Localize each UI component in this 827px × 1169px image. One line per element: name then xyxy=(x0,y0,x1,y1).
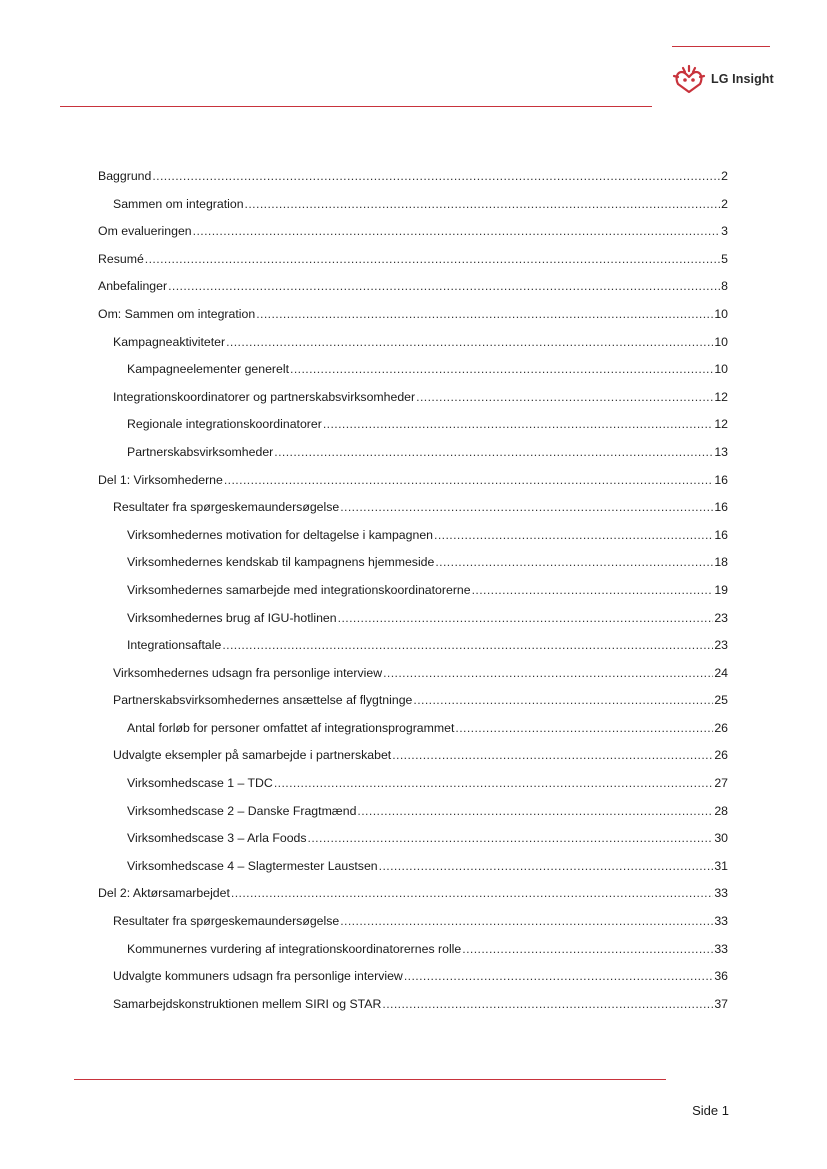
toc-entry-page: 13 xyxy=(714,444,728,459)
toc-dot-leader xyxy=(274,773,714,793)
footer-rule xyxy=(74,1079,666,1080)
toc-entry-page: 28 xyxy=(714,803,728,818)
toc-entry[interactable] xyxy=(98,387,728,415)
toc-entry[interactable] xyxy=(98,470,728,498)
toc-entry-page: 2 xyxy=(721,169,728,183)
toc-dot-leader xyxy=(357,801,713,821)
toc-entry[interactable] xyxy=(98,801,728,829)
toc-entry[interactable] xyxy=(98,166,728,194)
toc-entry-title: Udvalgte kommuners udsagn fra personlige interview xyxy=(113,969,403,984)
page-number: Side 1 xyxy=(692,1103,729,1118)
logo-mark-icon xyxy=(672,64,706,94)
toc-dot-leader xyxy=(226,332,713,352)
toc-entry[interactable] xyxy=(98,304,728,332)
toc-entry[interactable] xyxy=(98,911,728,939)
toc-entry[interactable] xyxy=(98,690,728,718)
table-of-contents xyxy=(98,166,728,1021)
toc-entry-title: Kampagneaktiviteter xyxy=(113,334,226,349)
toc-entry[interactable] xyxy=(98,828,728,856)
toc-entry-title: Partnerskabsvirksomhedernes ansættelse af flygtninge xyxy=(113,693,413,708)
toc-entry-title: Resultater fra spørgeskemaundersøgelse xyxy=(113,914,340,929)
toc-dot-leader xyxy=(231,883,713,903)
toc-dot-leader xyxy=(338,608,714,628)
toc-entry-title: Om: Sammen om integration xyxy=(98,306,256,321)
toc-entry-page: 16 xyxy=(714,527,728,542)
toc-entry-page: 3 xyxy=(721,224,728,239)
toc-entry[interactable] xyxy=(98,525,728,553)
toc-dot-leader xyxy=(413,690,713,710)
toc-dot-leader xyxy=(323,414,713,434)
toc-entry-page: 19 xyxy=(714,582,728,597)
toc-entry-page: 8 xyxy=(721,279,728,294)
toc-entry-page: 10 xyxy=(714,334,728,349)
toc-entry[interactable] xyxy=(98,966,728,994)
toc-entry-title: Kommunernes vurdering af integrationskoordinatorernes rolle xyxy=(127,941,462,956)
toc-entry[interactable] xyxy=(98,276,728,304)
toc-entry-title: Virksomhedscase 1 – TDC xyxy=(127,776,273,791)
toc-entry-title: Om evalueringen xyxy=(98,224,192,239)
toc-entry-page: 16 xyxy=(714,472,728,487)
toc-entry-page: 30 xyxy=(714,831,728,846)
toc-entry-title: Virksomhedernes brug af IGU-hotlinen xyxy=(127,610,337,625)
toc-entry[interactable] xyxy=(98,718,728,746)
toc-dot-leader xyxy=(455,718,713,738)
toc-entry-page: 33 xyxy=(714,941,728,956)
toc-dot-leader xyxy=(340,911,713,931)
toc-entry-title: Virksomhedernes motivation for deltagelse i kampagnen xyxy=(127,527,433,542)
toc-entry-page: 31 xyxy=(714,858,728,873)
toc-entry-title: Virksomhedscase 3 – Arla Foods xyxy=(127,831,307,846)
toc-entry-title: Anbefalinger xyxy=(98,279,168,294)
toc-dot-leader xyxy=(224,470,713,490)
toc-entry[interactable] xyxy=(98,939,728,967)
toc-entry[interactable] xyxy=(98,221,728,249)
toc-entry[interactable] xyxy=(98,442,728,470)
toc-entry-page: 16 xyxy=(714,500,728,515)
toc-entry-page: 12 xyxy=(714,389,728,404)
toc-entry[interactable] xyxy=(98,883,728,911)
toc-dot-leader xyxy=(383,663,713,683)
toc-dot-leader xyxy=(392,745,713,765)
toc-dot-leader xyxy=(382,994,713,1014)
toc-entry[interactable] xyxy=(98,663,728,691)
toc-entry-title: Integrationskoordinatorer og partnerskabsvirksomheder xyxy=(113,389,416,404)
toc-entry-title: Antal forløb for personer omfattet af integrationsprogrammet xyxy=(127,720,455,735)
toc-entry-title: Virksomhedernes udsagn fra personlige interview xyxy=(113,665,383,680)
logo-text: LG Insight xyxy=(711,72,774,86)
toc-entry[interactable] xyxy=(98,497,728,525)
toc-entry-title: Virksomhedscase 2 – Danske Fragtmænd xyxy=(127,803,357,818)
toc-entry[interactable] xyxy=(98,414,728,442)
toc-entry[interactable] xyxy=(98,635,728,663)
toc-entry-title: Regionale integrationskoordinatorer xyxy=(127,417,322,432)
toc-entry-title: Udvalgte eksempler på samarbejde i partnerskabet xyxy=(113,748,392,763)
toc-entry-title: Baggrund xyxy=(98,169,152,183)
toc-entry-page: 26 xyxy=(714,748,728,763)
toc-entry-page: 33 xyxy=(714,914,728,929)
toc-entry[interactable] xyxy=(98,745,728,773)
header-rule-short xyxy=(672,46,770,47)
toc-dot-leader xyxy=(472,580,714,600)
toc-entry-page: 33 xyxy=(714,886,728,901)
toc-entry-page: 27 xyxy=(714,776,728,791)
toc-dot-leader xyxy=(404,966,714,986)
toc-entry[interactable] xyxy=(98,856,728,884)
toc-entry-page: 25 xyxy=(714,693,728,708)
toc-entry-page: 23 xyxy=(714,610,728,625)
toc-entry-title: Virksomhedernes kendskab til kampagnens hjemmeside xyxy=(127,555,435,570)
toc-dot-leader xyxy=(222,635,713,655)
toc-dot-leader xyxy=(340,497,713,517)
toc-entry-page: 37 xyxy=(714,996,728,1011)
toc-dot-leader xyxy=(308,828,714,848)
toc-entry-page: 36 xyxy=(714,969,728,984)
toc-entry-page: 12 xyxy=(714,417,728,432)
toc-entry-page: 10 xyxy=(714,306,728,321)
toc-dot-leader xyxy=(416,387,713,407)
toc-entry-title: Virksomhedernes samarbejde med integrationskoordinatorerne xyxy=(127,582,471,597)
toc-dot-leader xyxy=(435,552,713,572)
toc-entry-page: 2 xyxy=(721,196,728,211)
toc-entry-title: Resumé xyxy=(98,251,144,266)
toc-dot-leader xyxy=(434,525,713,545)
toc-entry[interactable] xyxy=(98,359,728,387)
toc-entry[interactable] xyxy=(98,608,728,636)
toc-dot-leader xyxy=(462,939,713,959)
toc-dot-leader xyxy=(379,856,714,876)
toc-entry[interactable] xyxy=(98,249,728,277)
toc-dot-leader xyxy=(168,276,720,296)
toc-entry[interactable] xyxy=(98,580,728,608)
toc-entry[interactable] xyxy=(98,994,728,1022)
toc-entry-page: 23 xyxy=(714,638,728,653)
toc-entry[interactable] xyxy=(98,194,728,222)
toc-entry-title: Partnerskabsvirksomheder xyxy=(127,444,274,459)
toc-dot-leader xyxy=(152,166,720,186)
toc-dot-leader xyxy=(274,442,713,462)
toc-entry-title: Resultater fra spørgeskemaundersøgelse xyxy=(113,500,340,515)
toc-entry[interactable] xyxy=(98,552,728,580)
toc-dot-leader xyxy=(245,194,721,214)
toc-entry-page: 26 xyxy=(714,720,728,735)
toc-entry-title: Virksomhedscase 4 – Slagtermester Laustsen xyxy=(127,858,378,873)
toc-entry-title: Del 1: Virksomhederne xyxy=(98,472,223,487)
header-rule-long xyxy=(60,106,652,107)
toc-entry[interactable] xyxy=(98,332,728,360)
lg-insight-logo xyxy=(672,64,774,94)
toc-entry-title: Samarbejdskonstruktionen mellem SIRI og STAR xyxy=(113,996,382,1011)
toc-dot-leader xyxy=(145,249,720,269)
toc-entry-title: Del 2: Aktørsamarbejdet xyxy=(98,886,230,901)
toc-dot-leader xyxy=(290,359,713,379)
toc-entry-title: Integrationsaftale xyxy=(127,638,222,653)
toc-entry-page: 18 xyxy=(714,555,728,570)
toc-entry-page: 24 xyxy=(714,665,728,680)
toc-entry-title: Kampagneelementer generelt xyxy=(127,362,290,377)
toc-dot-leader xyxy=(256,304,713,324)
toc-entry-page: 10 xyxy=(714,362,728,377)
toc-entry-page: 5 xyxy=(721,251,728,266)
toc-entry[interactable] xyxy=(98,773,728,801)
toc-entry-title: Sammen om integration xyxy=(113,196,244,211)
toc-dot-leader xyxy=(193,221,721,241)
